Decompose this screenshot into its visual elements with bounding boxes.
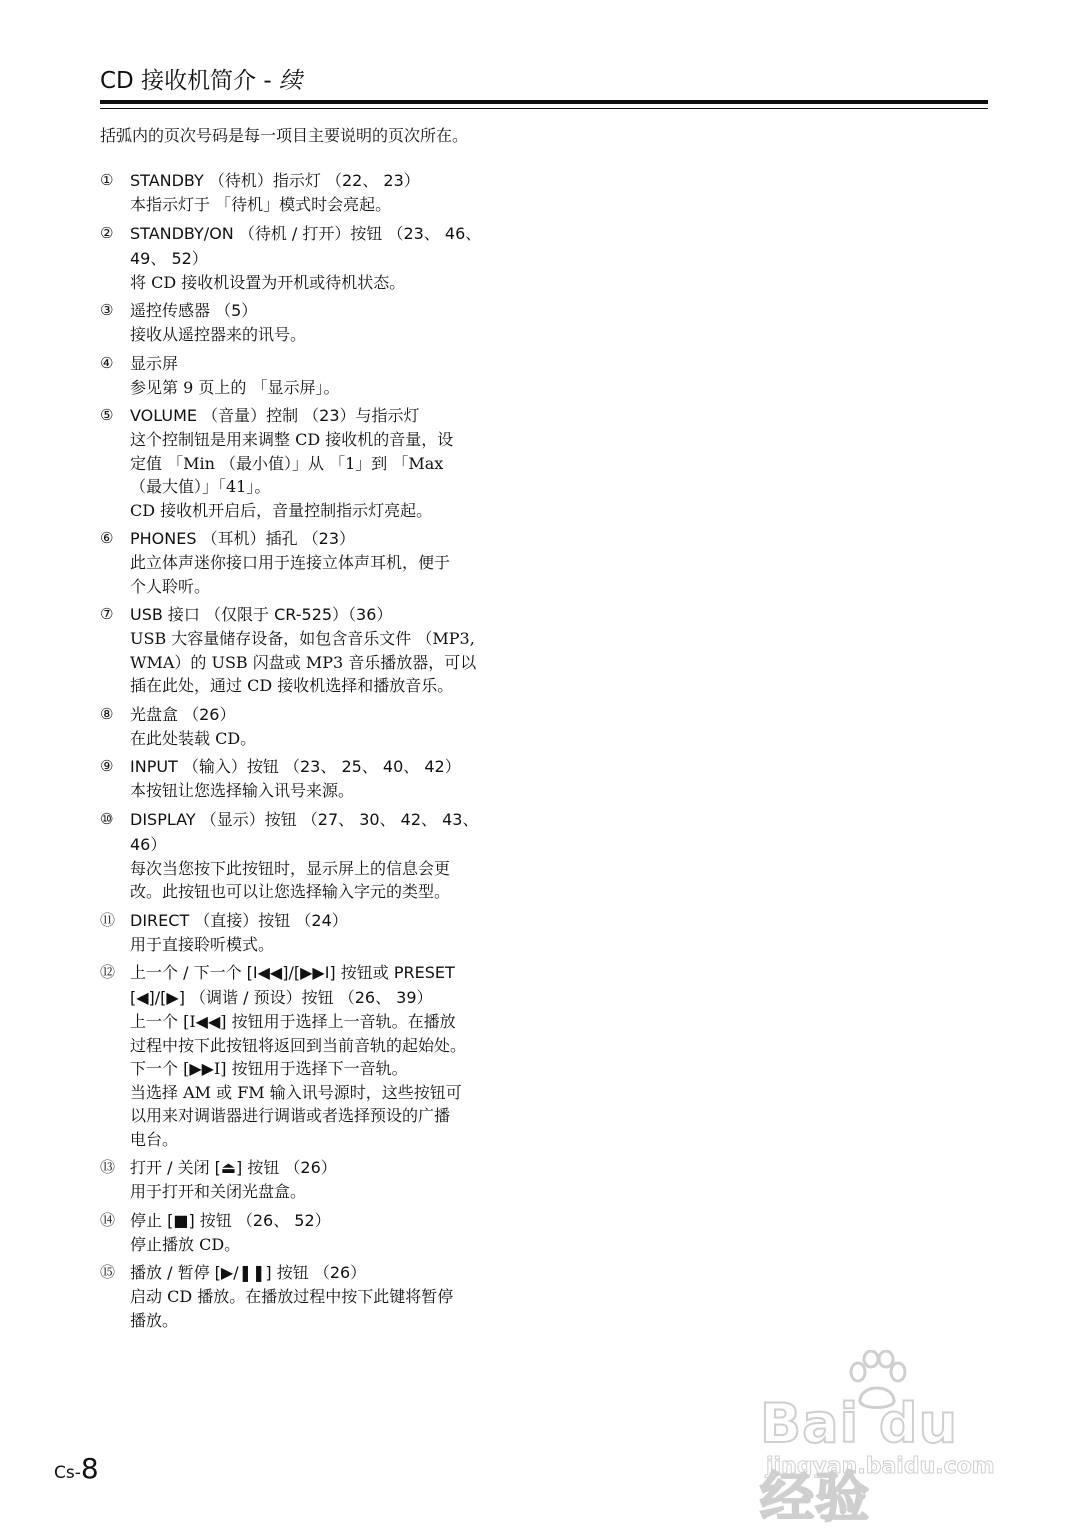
item-description: 每次当您按下此按钮时，显示屏上的信息会更 改。此按钮也可以让您选择输入字元的类型。	[130, 858, 451, 901]
item-title: DIRECT （直接）按钮 （24）	[130, 910, 348, 930]
item-title: VOLUME （音量）控制 （23）与指示灯	[130, 406, 420, 425]
watermark-url: jingyan.baidu.com	[766, 1454, 995, 1479]
item-description: 接收从遥控器来的讯号。	[130, 325, 307, 344]
item-title: PHONES （耳机）插孔 （23）	[130, 529, 356, 548]
item-number: ⑮	[100, 1263, 116, 1281]
item-title: USB 接口 （仅限于 CR-525）（36）	[130, 605, 393, 624]
item-heading	[100, 908, 530, 933]
item-heading	[100, 221, 530, 271]
list-item	[100, 702, 530, 751]
list-item	[100, 168, 530, 217]
item-heading	[100, 1208, 530, 1233]
item-number: ⑭	[100, 1210, 116, 1229]
item-heading	[100, 298, 530, 323]
list-item	[100, 1155, 530, 1204]
item-number: ⑤	[100, 406, 114, 424]
item-heading	[100, 1260, 530, 1285]
item-description: 这个控制钮是用来调整 CD 接收机的音量，设 定值 「Min （最小值）」从 「1」到 「Max （最大值）」「41」。 CD 接收机开启后，音量控制指示灯亮起。	[130, 430, 454, 520]
item-heading	[100, 702, 530, 727]
page-number-prefix: Cs-	[54, 1463, 81, 1483]
item-description: USB 大容量储存设备，如包含音乐文件 （MP3, WMA）的 USB 闪盘或 MP3 音乐播放器，可以 插在此处，通过 CD 接收机选择和播放音乐。	[130, 629, 477, 695]
item-description: 停止播放 CD。	[130, 1234, 241, 1254]
item-heading	[100, 351, 530, 376]
item-number: ⑫	[100, 963, 116, 981]
item-description: 参见第 9 页上的 「显示屏」。	[130, 377, 340, 397]
item-heading	[100, 602, 530, 627]
item-description: 将 CD 接收机设置为开机或待机状态。	[130, 272, 406, 292]
list-item	[100, 221, 530, 295]
item-description: 用于打开和关闭光盘盒。	[130, 1182, 307, 1201]
header-rule-thick	[100, 100, 988, 104]
item-description: 上一个 [I◀◀] 按钮用于选择上一音轨。在播放 过程中按下此按钮将返回到当前音轨的起始处。 下一个 [▶▶I] 按钮用于选择下一音轨。 当选择 AM 或 FM 输入讯号源时，这些按钮可 以用来对调谐器进行调谐或者选择预设的广播 电台。	[130, 1012, 467, 1149]
watermark	[760, 1350, 1020, 1529]
item-description: 本按钮让您选择输入讯号来源。	[130, 781, 355, 800]
item-title: 上一个 / 下一个 [I◀◀]/[▶▶I] 按钮或 PRESET [◀]/[▶] （调谐 / 预设）按钮 （26、 39）	[130, 963, 455, 1007]
watermark-brand: Bai du 经验	[760, 1392, 959, 1529]
item-heading	[100, 403, 530, 428]
item-title: 停止 [■] 按钮 （26、 52）	[130, 1210, 331, 1230]
item-description: 此立体声迷你接口用于连接立体声耳机，便于 个人聆听。	[130, 553, 451, 596]
item-title: 播放 / 暂停 [▶/❚❚] 按钮 （26）	[130, 1263, 367, 1282]
list-item	[100, 403, 530, 522]
item-title: 遥控传感器 （5）	[130, 301, 258, 320]
item-title: 打开 / 关闭 [⏏] 按钮 （26）	[130, 1158, 337, 1177]
page-number-value: 8	[80, 1452, 99, 1485]
item-number: ③	[100, 301, 114, 319]
item-title: STANDBY/ON （待机 / 打开）按钮 （23、 46、 49、 52）	[130, 223, 482, 268]
intro-text: 括弧内的页次号码是每一项目主要说明的页次所在。	[100, 126, 469, 145]
page-number	[54, 1452, 99, 1485]
list-item	[100, 807, 530, 904]
item-description: 本指示灯于 「待机」模式时会亮起。	[130, 195, 392, 214]
item-heading	[100, 960, 530, 1010]
item-title: INPUT （输入）按钮 （23、 25、 40、 42）	[130, 757, 461, 776]
item-number: ⑩	[100, 809, 114, 828]
header-rule-thin	[100, 108, 988, 109]
item-number: ④	[100, 353, 114, 372]
list-item	[100, 526, 530, 598]
item-description: 用于直接聆听模式。	[130, 934, 275, 954]
item-list	[100, 168, 530, 1336]
item-description: 启动 CD 播放。在播放过程中按下此键将暂停 播放。	[130, 1287, 454, 1330]
list-item	[100, 908, 530, 957]
item-title: 光盘盒 （26）	[130, 704, 236, 724]
item-heading	[100, 168, 530, 193]
item-number: ①	[100, 171, 114, 189]
list-item	[100, 298, 530, 347]
item-number: ②	[100, 223, 114, 242]
page-title	[100, 66, 988, 96]
item-number: ⑦	[100, 605, 114, 623]
list-item	[100, 960, 530, 1151]
item-title: STANDBY （待机）指示灯 （22、 23）	[130, 171, 420, 190]
item-heading	[100, 526, 530, 551]
list-item	[100, 602, 530, 698]
item-title: 显示屏	[130, 353, 179, 373]
item-description: 在此处装载 CD。	[130, 728, 257, 748]
item-heading	[100, 807, 530, 857]
list-item	[100, 1260, 530, 1332]
item-heading	[100, 1155, 530, 1180]
item-title: DISPLAY （显示）按钮 （27、 30、 42、 43、 46）	[130, 809, 479, 854]
page-title-continued: 续	[279, 68, 303, 94]
item-number: ⑧	[100, 704, 114, 723]
page-header	[100, 66, 988, 96]
list-item	[100, 754, 530, 803]
item-number: ⑥	[100, 529, 114, 547]
item-heading	[100, 754, 530, 779]
item-number: ⑪	[100, 910, 116, 929]
page-title-main: CD 接收机简介 -	[100, 68, 280, 94]
list-item	[100, 1208, 530, 1257]
list-item	[100, 351, 530, 400]
item-number: ⑨	[100, 757, 114, 775]
item-number: ⑬	[100, 1158, 116, 1176]
